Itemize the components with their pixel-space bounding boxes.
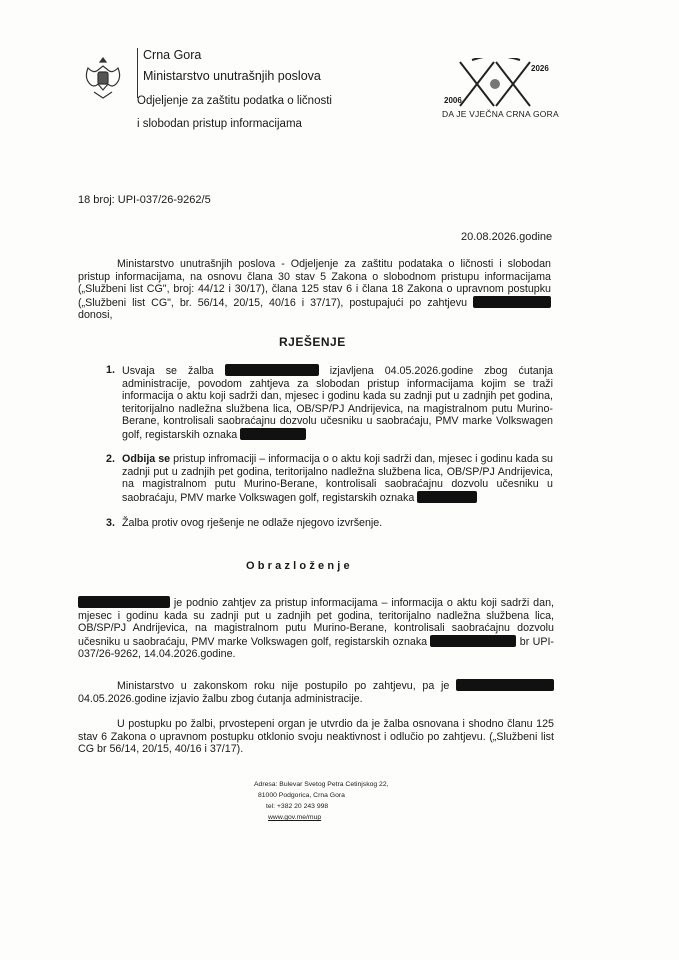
redaction-block (473, 296, 551, 308)
intro-end: donosi, (78, 309, 113, 322)
decision-item-2 (122, 453, 553, 504)
header-ministry: Ministarstvo unutrašnjih poslova (143, 69, 321, 83)
header-department-line1: Odjeljenje za zaštitu podatka o ličnosti (137, 95, 332, 107)
footer-web-link[interactable]: www.gov.me/mup (268, 814, 322, 821)
decision-title: RJEŠENJE (279, 335, 346, 349)
header-country: Crna Gora (143, 48, 202, 62)
item-lead: Usvaja se žalba (122, 365, 214, 377)
reasoning-paragraph-2 (78, 679, 554, 705)
intro-text: Ministarstvo unutrašnjih poslova - Odjeljenje za zaštitu podataka o ličnosti i slobodan pristup informacijama, na osnovu člana 30 stav 5 Zakona o slobodnom pristupu informacijama („Službeni list CG", broj: 44/12 i 30/17), člana 125 stav 6 i člana 18 Zakona o upravnom postupku („Službeni list CG", br. 56/14, 20/15, 40/16 i 37/17), postupajući po zahtjevu (78, 258, 551, 309)
logo-slogan: DA JE VJEČNA CRNA GORA (442, 109, 559, 119)
logo-year-left: 2006. (444, 96, 465, 105)
reasoning-text: 04.05.2026.godine izjavio žalbu zbog ćutanja administracije. (78, 692, 363, 705)
redaction-block (240, 428, 306, 440)
redaction-block (430, 635, 516, 647)
item-text: izjavljena 04.05.2026.godine zbog ćutanja administracije, povodom zahtjeva za slobodan pristup informacijama kojim se traži informacija o aktu koji sadrži dan, mjesec i godinu kada su zadnji put u zadnjih pet godina, teritorijalno nadležna službena lica, OB/SP/PJ Andrijevica, na magistralnom putu Murino-Berane, kontrolisali saobraćajnu dozvolu učesniku u saobraćaju, PMV marke Volkswagen golf, registarskih oznaka (122, 365, 553, 441)
item-number: 1. (106, 364, 115, 376)
reasoning-text: je podnio zahtjev za pristup informacijama – informacija o aktu koji sadrži dan, mjesec i godinu kada su zadnji put u zadnjih pet godina, teritorijalno nadležna službena lica, OB/SP/PJ Andrijevica, na magistralnom putu Murino-Berane, kontrolisali saobraćajnu dozvolu učesniku u saobraćaju, PMV marke Volkswagen golf, registarskih oznaka (78, 597, 554, 648)
item-number: 2. (106, 453, 115, 465)
footer-city: 81000 Podgorica, Crna Gora (258, 792, 345, 799)
header-department-line2: i slobodan pristup informacijama (137, 118, 302, 130)
coat-of-arms-icon (80, 54, 126, 100)
footer-phone: tel: +382 20 243 998 (266, 803, 329, 810)
header-divider (137, 48, 138, 98)
redaction-block (78, 596, 170, 608)
redaction-block (417, 491, 477, 503)
item-text: pristup infromaciji – informacija o o aktu koji sadrži dan, mjesec i godinu kada su zadnji put u zadnjih pet godina, teritorijalno nadležna službena lica, OB/SP/PJ Andrijevica, na magistralnom putu Murino-Berane, kontrolisali saobraćajnu dozvolu učesniku u saobraćaju, PMV marke Volkswagen golf, registarskih oznaka (122, 453, 553, 504)
item-lead: Odbija se (122, 453, 171, 465)
redaction-block (225, 364, 319, 376)
footer-address: Adresa: Bulevar Svetog Petra Cetinjskog 22, (254, 781, 389, 788)
redaction-block (456, 679, 554, 691)
document-date: 20.08.2026.godine (461, 231, 553, 243)
reasoning-paragraph-3: U postupku po žalbi, prvostepeni organ je utvrdio da je žalba osnovana i shodno članu 125 stav 6 Zakona o upravnom postupku otklonio svoju neaktivnost i odlučio po zahtjevu. („Službeni list CG br 56/14, 20/15, 40/16 i 37/17). (78, 718, 554, 756)
intro-paragraph (78, 258, 551, 322)
reasoning-text: br UPI-037/26-9262, 14.04.2026.godine. (78, 635, 554, 661)
reasoning-title: Obrazloženje (246, 560, 353, 572)
reasoning-paragraph-1 (78, 596, 554, 661)
logo-year-right: 2026 (531, 64, 549, 73)
reference-number: 18 broj: UPI-037/26-9262/5 (78, 194, 211, 206)
decision-item-1 (122, 364, 553, 442)
item-number: 3. (106, 517, 115, 529)
decision-item-3: Žalba protiv ovog rješenje ne odlaže njegovo izvršenje. (122, 517, 383, 529)
reasoning-text: Ministarstvo u zakonskom roku nije postupilo po zahtjevu, pa je (117, 680, 450, 692)
